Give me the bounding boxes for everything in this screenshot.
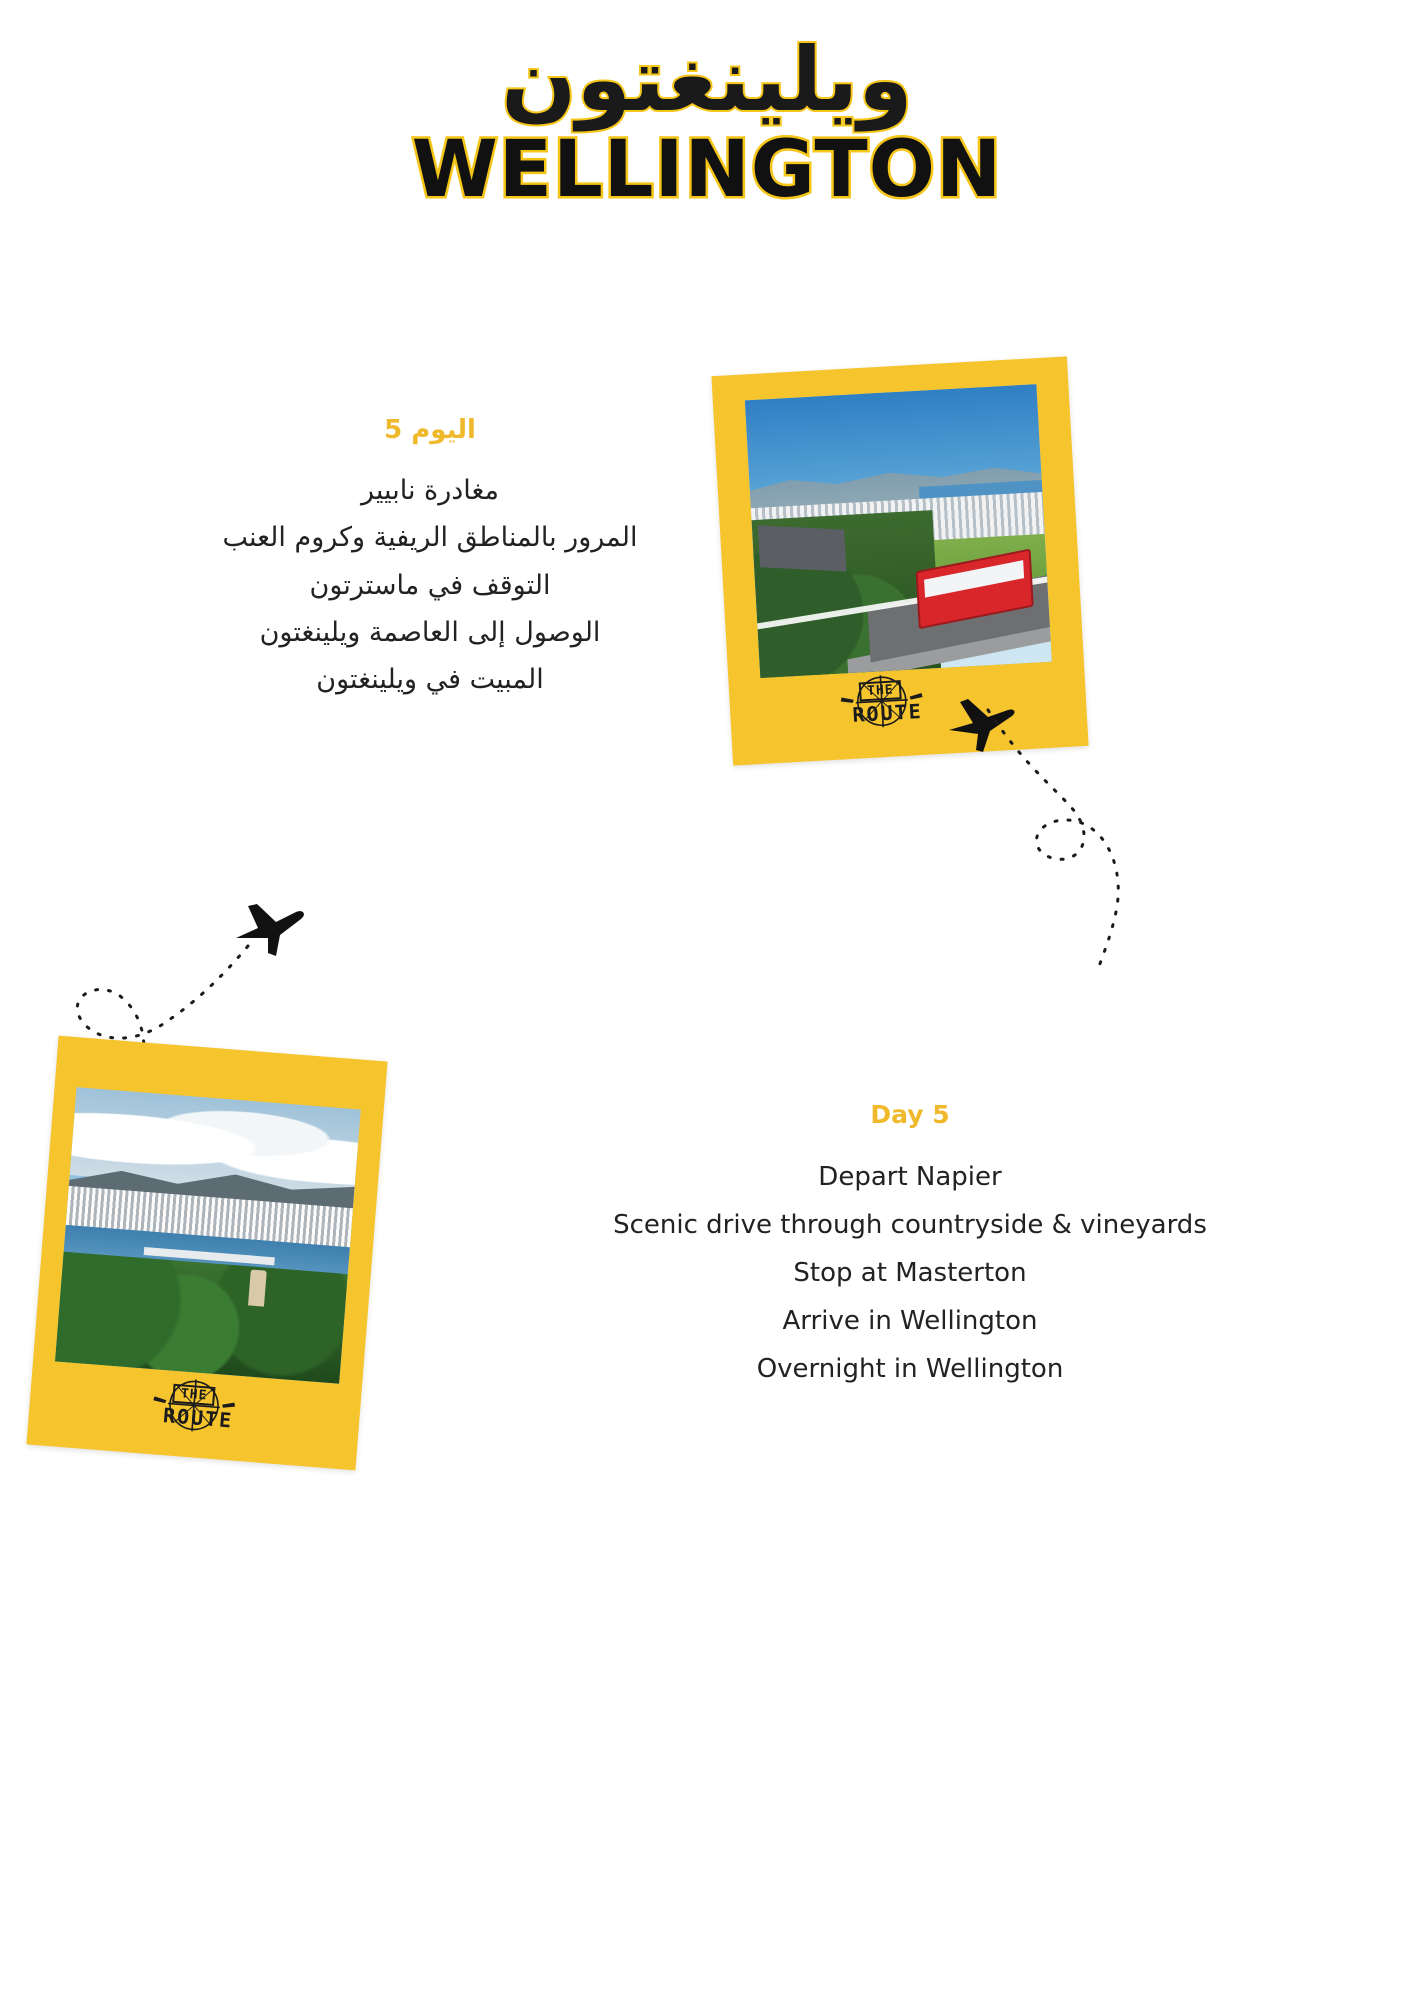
english-itinerary-line: Arrive in Wellington: [782, 1306, 1038, 1337]
route-stamp-route: ROUTE: [851, 698, 924, 727]
route-stamp-logo: [832, 671, 931, 738]
english-itinerary-line: Stop at Masterton: [793, 1258, 1027, 1289]
english-itinerary-line: Scenic drive through countryside & vineyards: [613, 1210, 1207, 1241]
page-title-arabic: ويلينغتون: [501, 28, 913, 131]
english-day-label: Day 5: [870, 1100, 950, 1129]
english-itinerary-block: [560, 1100, 1260, 1393]
arabic-itinerary-block: [120, 415, 740, 703]
photo-wellington-harbour: [55, 1087, 361, 1384]
route-stamp-the: THE: [172, 1384, 216, 1406]
english-itinerary-line: Overnight in Wellington: [756, 1354, 1064, 1385]
dotted-flight-path: [930, 680, 1160, 984]
arabic-itinerary-line: المرور بالمناطق الريفية وكروم العنب: [222, 522, 638, 554]
arabic-itinerary-line: الوصول إلى العاصمة ويلينغتون: [259, 616, 601, 648]
route-stamp-the: THE: [859, 680, 902, 701]
arabic-day-label: اليوم 5: [384, 415, 476, 445]
photo-wellington-cable-car: [745, 384, 1052, 678]
arabic-itinerary-line: التوقف في ماسترتون: [309, 569, 551, 601]
arabic-itinerary-line: مغادرة نابيير: [361, 475, 499, 506]
arabic-itinerary-line: المبيت في ويلينغتون: [316, 664, 544, 695]
page-title-english: WELLINGTON: [411, 125, 1003, 216]
page-title: [0, 28, 1414, 216]
route-stamp-logo: [143, 1374, 244, 1443]
photo-card-harbour: [26, 1036, 387, 1471]
english-itinerary-line: Depart Napier: [818, 1162, 1002, 1192]
route-stamp-route: ROUTE: [162, 1403, 235, 1433]
